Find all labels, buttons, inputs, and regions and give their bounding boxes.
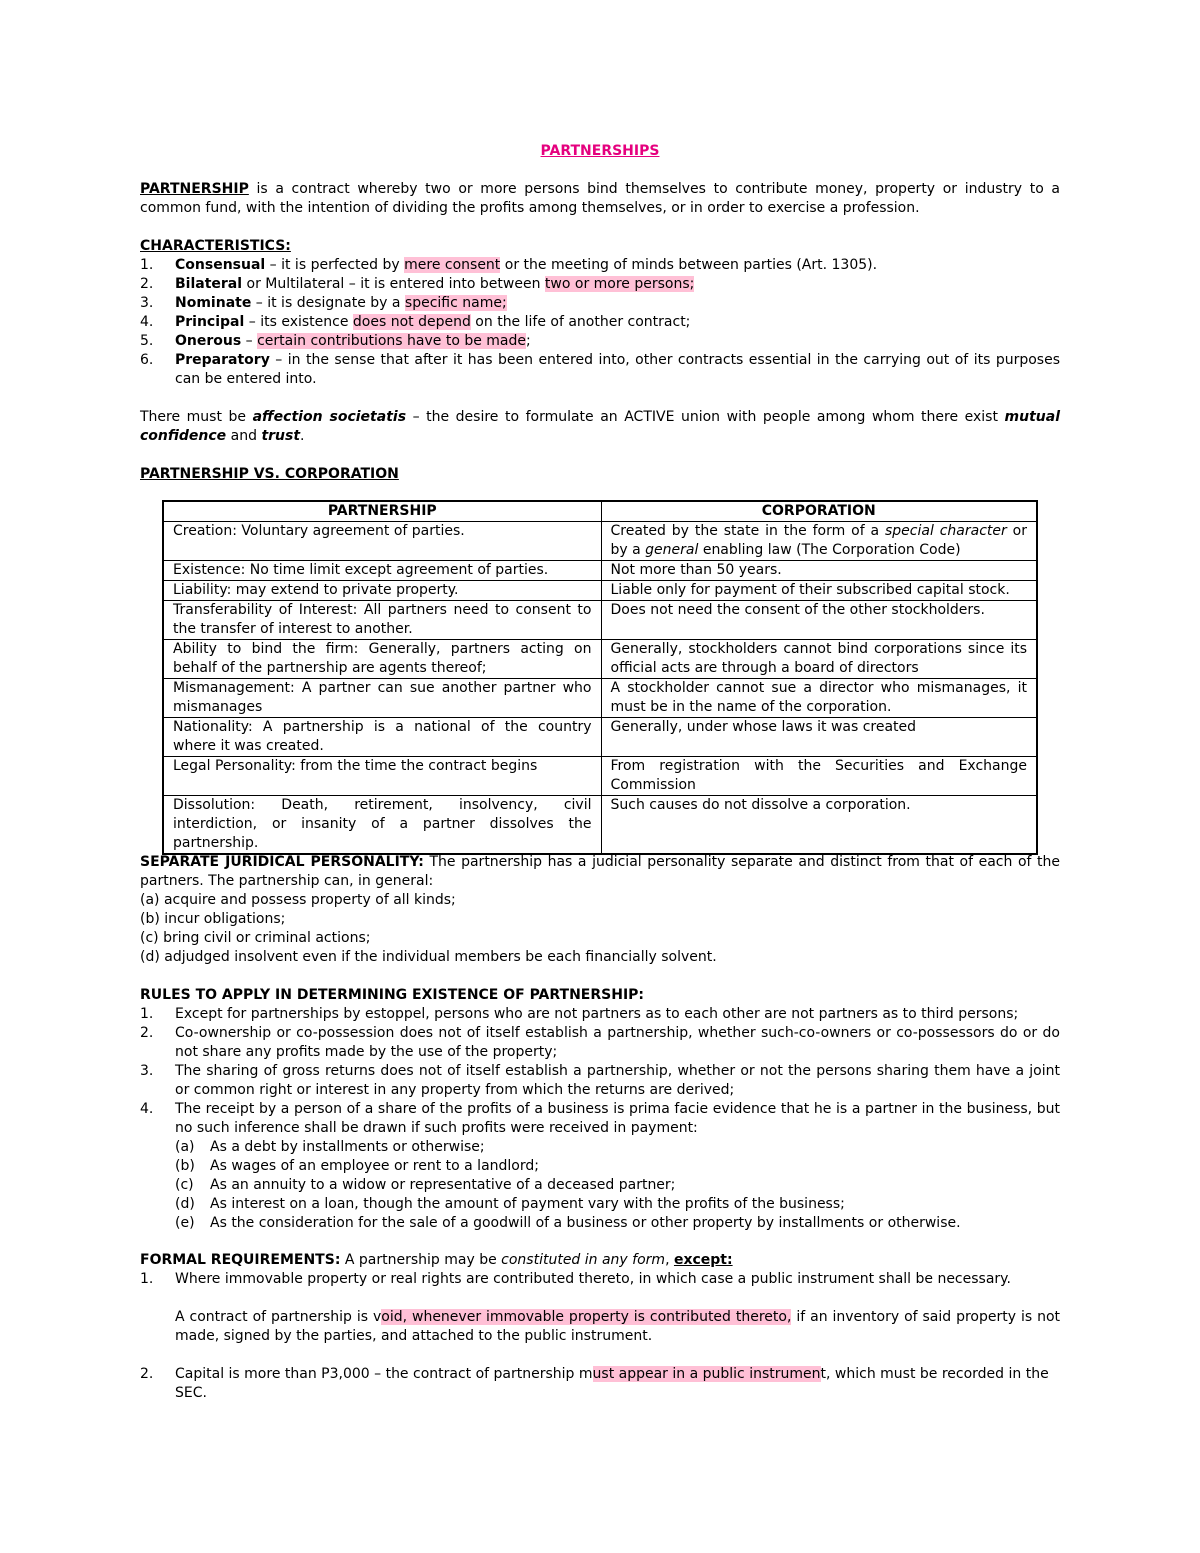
table-cell: Ability to bind the firm: Generally, partners acting on behalf of the partnership are agents thereof; [163,640,601,679]
definition-paragraph [140,180,1060,218]
definition-text: is a contract whereby two or more persons bind themselves to contribute money, property or industry to a common fund, with the intention of dividing the profits among themselves, or in order to exercise a profession. [140,181,1060,216]
list-item: 5. Onerous – certain contributions have to be made; [140,333,531,349]
table-row [163,522,1037,561]
list-item: (c) bring civil or criminal actions; [140,930,371,946]
table-cell: Legal Personality: from the time the contract begins [163,757,601,796]
table-cell: Existence: No time limit except agreement of parties. [163,561,601,581]
list-item: 1. Where immovable property or real rights are contributed thereto, in which case a public instrument shall be necessary. A contract of partnership is void, whenever immovable property is contributed thereto, if an inventory of said property is not made, signed by the parties, and attached to the public instrument. [140,1271,1060,1344]
list-item: (c) As an annuity to a widow or representative of a deceased partner; [175,1177,676,1193]
table-row [163,561,1037,581]
table-cell: Mismanagement: A partner can sue another partner who mismanages [163,679,601,718]
characteristics-heading: CHARACTERISTICS: [140,238,291,254]
table-cell: Nationality: A partnership is a national of the country where it was created. [163,718,601,757]
table-row [163,718,1037,757]
juridical-heading: SEPARATE JURIDICAL PERSONALITY: [140,854,424,870]
comparison-table [162,500,1038,855]
table-row [163,796,1037,855]
formal-void-paragraph: A contract of partnership is void, whenever immovable property is contributed thereto, if an inventory of said property is not made, signed by the parties, and attached to the public instrument. [175,1309,1060,1344]
table-row [163,601,1037,640]
characteristics-section [140,237,1060,389]
table-cell: A stockholder cannot sue a director who mismanages, it must be in the name of the corporation. [601,679,1037,718]
list-item: (d) adjudged insolvent even if the individual members be each financially solvent. [140,949,717,965]
table-cell: Liability: may extend to private property. [163,581,601,601]
list-item: (a) acquire and possess property of all kinds; [140,892,456,908]
table-row [163,640,1037,679]
rules-sublist [175,1138,1060,1233]
table-cell: Dissolution: Death, retirement, insolvency, civil interdiction, or insanity of a partner dissolves the partnership. [163,796,601,855]
list-item: 2. Bilateral or Multilateral – it is entered into between two or more persons; [140,276,695,292]
list-item: (a) As a debt by installments or otherwise; [175,1139,485,1155]
table-cell: Creation: Voluntary agreement of parties. [163,522,601,561]
table-cell: Transferability of Interest: All partners need to consent to the transfer of interest to another. [163,601,601,640]
formal-section [140,1251,1060,1403]
list-item: (e) As the consideration for the sale of a goodwill of a business or other property by installments or otherwise. [175,1215,961,1231]
list-item: 1. Except for partnerships by estoppel, persons who are not partners as to each other are not partners as to third persons; [140,1006,1019,1022]
table-cell: Generally, stockholders cannot bind corporations since its official acts are through a board of directors [601,640,1037,679]
table-cell: From registration with the Securities and Exchange Commission [601,757,1037,796]
list-item: 3. The sharing of gross returns does not of itself establish a partnership, whether or not the persons sharing them have a joint or common right or interest in any property from which the returns are derived; [140,1063,1060,1098]
characteristics-list [140,256,1060,389]
list-item: 3. Nominate – it is designate by a specific name; [140,295,507,311]
table-cell: Created by the state in the form of a special character or by a general enabling law (The Corporation Code) [601,522,1037,561]
table-row [163,757,1037,796]
rules-list [140,1005,1060,1233]
list-item: 2. Co-ownership or co-possession does not of itself establish a partnership, whether such-co-owners or co-possessors do or do not share any profits made by the use of the property; [140,1025,1060,1060]
formal-list [140,1270,1060,1403]
list-item: 4. The receipt by a person of a share of the profits of a business is prima facie evidence that he is a partner in the business, but no such inference shall be drawn if such profits were received in payment: (a) As a debt by installments or otherwise; (b) As wages of an employee or rent to a landlord; (c) As an annuity to a widow or representative of a deceased partner; (d) As interest on a loan, though the amount of payment vary with the profits of the business; (e) As the consideration for the sale of a goodwill of a business or other property by installments or otherwise. [140,1101,1060,1231]
affection-paragraph: There must be affection societatis – the desire to formulate an ACTIVE union with people among whom there exist mutual confidence and trust. [140,409,1060,444]
rules-heading: RULES TO APPLY IN DETERMINING EXISTENCE OF PARTNERSHIP: [140,987,645,1003]
table-row [163,581,1037,601]
list-item: (b) incur obligations; [140,911,286,927]
column-header: PARTNERSHIP [163,501,601,522]
table-row [163,679,1037,718]
list-item: (d) As interest on a loan, though the amount of payment vary with the profits of the business; [175,1196,845,1212]
rules-section [140,986,1060,1233]
juridical-section [140,853,1060,967]
definition-term: PARTNERSHIP [140,181,249,197]
table-cell: Does not need the consent of the other stockholders. [601,601,1037,640]
comparison-heading: PARTNERSHIP VS. CORPORATION [140,466,399,482]
table-cell: Liable only for payment of their subscribed capital stock. [601,581,1037,601]
list-item: 1. Consensual – it is perfected by mere consent or the meeting of minds between parties (Art. 1305). [140,257,878,273]
list-item: 2. Capital is more than P3,000 – the contract of partnership must appear in a public instrument, which must be recorded in the SEC. [140,1366,1049,1401]
formal-heading-line: FORMAL REQUIREMENTS: A partnership may be constituted in any form, except: [140,1252,733,1268]
juridical-paragraph: SEPARATE JURIDICAL PERSONALITY: The partnership has a judicial personality separate and distinct from that of each of the partners. The partnership can, in general: [140,854,1060,889]
column-header: CORPORATION [601,501,1037,522]
list-item: (b) As wages of an employee or rent to a landlord; [175,1158,539,1174]
formal-heading: FORMAL REQUIREMENTS: [140,1252,341,1268]
list-item: 6. Preparatory – in the sense that after it has been entered into, other contracts essential in the carrying out of its purposes can be entered into. [140,352,1060,387]
page-title: PARTNERSHIPS [540,143,660,159]
table-header-row [163,501,1037,522]
table-cell: Such causes do not dissolve a corporation. [601,796,1037,855]
table-cell: Not more than 50 years. [601,561,1037,581]
list-item: 4. Principal – its existence does not depend on the life of another contract; [140,314,691,330]
table-cell: Generally, under whose laws it was created [601,718,1037,757]
